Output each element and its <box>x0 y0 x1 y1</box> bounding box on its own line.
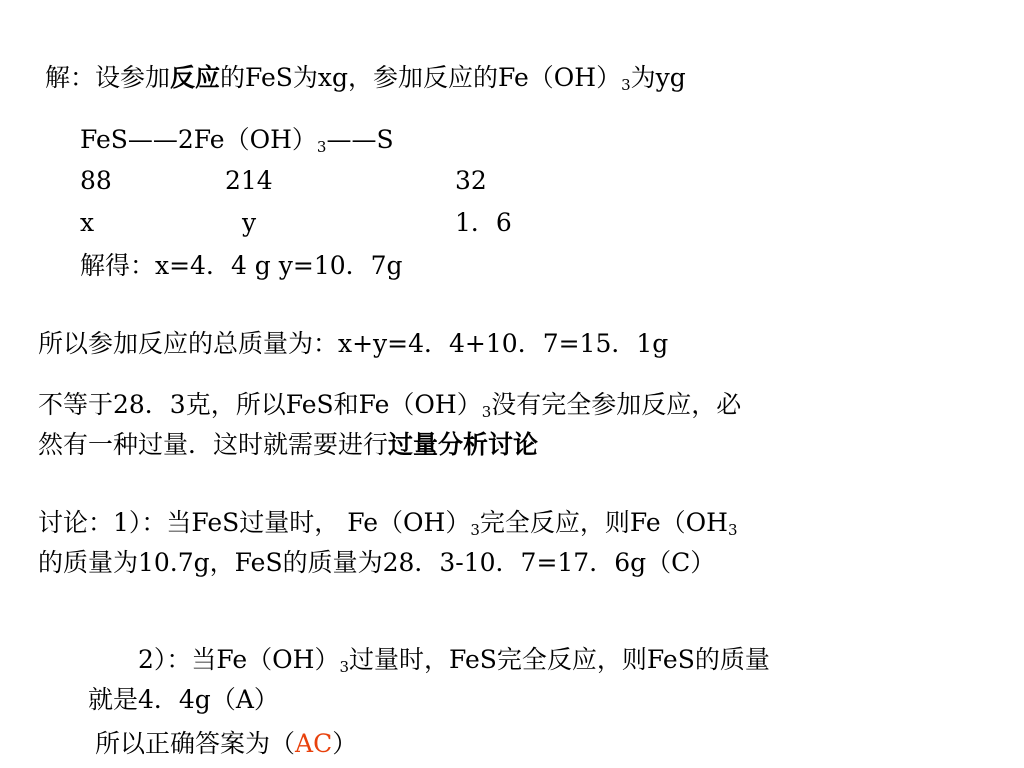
setup-line <box>45 63 686 93</box>
case2-line-2: 就是4．4g（A） <box>88 685 279 714</box>
answer-text: ） <box>332 729 358 758</box>
molar-mass-s: 32 <box>455 166 487 195</box>
molar-mass-fes: 88 <box>80 166 112 195</box>
not-equal-text: 不等于28．3克，所以FeS和Fe（OH） <box>38 390 482 419</box>
var-x: x <box>80 208 95 237</box>
case2-text: 过量时，FeS完全反应，则FeS的质量 <box>349 645 770 674</box>
equation-line <box>80 125 394 155</box>
subscript: 3 <box>339 658 350 676</box>
var-y: y <box>242 208 257 237</box>
answer-highlight: AC <box>295 729 333 758</box>
setup-text: 解：设参加 <box>45 63 171 92</box>
not-equal-line-1 <box>38 390 741 420</box>
equation-text: ——S <box>326 125 394 154</box>
setup-text: 的FeS为xg，参加反应的Fe（OH） <box>220 63 622 92</box>
excess-analysis-phrase: 过量分析讨论 <box>388 430 539 459</box>
subscript: 3 <box>481 403 492 421</box>
answer-line <box>95 729 357 759</box>
not-equal-line-2 <box>38 430 538 460</box>
subscript: 3 <box>316 138 327 156</box>
subscript: 3 <box>621 76 631 94</box>
answer-text: 所以正确答案为（ <box>95 729 296 758</box>
not-equal-text: 没有完全参加反应，必 <box>491 390 742 419</box>
case2-text: 2）：当Fe（OH） <box>138 645 340 674</box>
reaction-word: 反应 <box>170 63 221 92</box>
case1-text: 完全反应，则Fe（OH <box>479 508 728 537</box>
case1-line-1 <box>38 508 738 538</box>
equation-text: FeS——2Fe（OH） <box>80 125 317 154</box>
total-line: 所以参加反应的总质量为：x+y=4．4+10．7=15．1g <box>38 329 669 358</box>
molar-mass-feoh3: 214 <box>225 166 273 195</box>
solution-line: 解得：x=4．4 g y=10．7g <box>80 251 403 280</box>
var-s-mass: 1．6 <box>455 208 512 237</box>
subscript: 3 <box>727 521 738 539</box>
not-equal-text: 然有一种过量．这时就需要进行 <box>38 430 389 459</box>
setup-text: 为yg <box>630 63 686 92</box>
case1-text: 讨论：1）：当FeS过量时， Fe（OH） <box>38 508 471 537</box>
subscript: 3 <box>470 521 480 539</box>
case1-line-2: 的质量为10.7g，FeS的质量为28．3-10．7=17．6g（C） <box>38 548 716 577</box>
case2-line-1 <box>138 645 770 675</box>
